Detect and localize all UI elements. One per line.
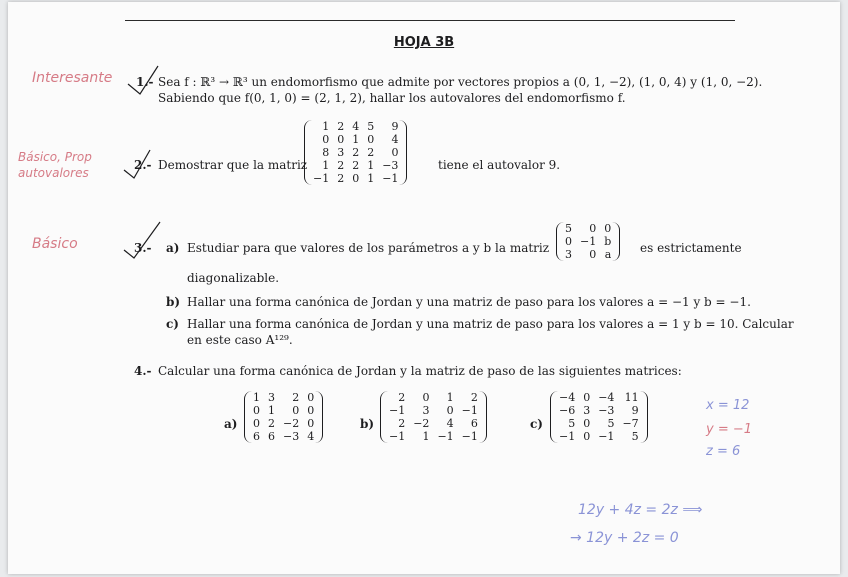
p3-matrix-cell: 0 [604, 222, 612, 235]
p4-matrix-c-cell: 5 [607, 417, 615, 430]
margin-note-2a: Básico, Prop [18, 150, 92, 164]
p4-c-label: c) [530, 417, 543, 431]
p4-a-label: a) [224, 417, 238, 431]
tick-mark-1 [128, 66, 158, 94]
p4-matrix-b-cell: 1 [446, 391, 454, 404]
p4-matrix-a-cell: 2 [292, 391, 300, 404]
p4-matrix-b-cell: −1 [437, 430, 454, 443]
p4-matrix-a-cell: 0 [307, 417, 315, 430]
hw-x: x = 12 [706, 398, 750, 413]
p4-matrix-a-cell: 1 [253, 391, 260, 404]
p2-pre: Demostrar que la matriz [158, 158, 308, 172]
p4-matrix-c-cell: 9 [631, 404, 639, 417]
p3-c-cont: en este caso A¹²⁹. [187, 333, 293, 347]
p4-matrix-b-cell: −1 [389, 404, 406, 417]
p2-matrix-cell: 0 [337, 133, 345, 146]
p4-matrix-c-cell: 0 [583, 417, 591, 430]
p4-matrix-a-cell: 0 [292, 404, 300, 417]
p2-matrix-cell: 4 [352, 120, 360, 133]
p2-matrix-cell: 1 [352, 133, 360, 146]
p4-matrix-c-cell: −6 [559, 404, 576, 417]
p3-matrix-cell: 0 [565, 235, 572, 248]
p2-matrix-cell: 9 [391, 120, 399, 133]
p3-matrix-cell: 5 [565, 222, 572, 235]
p4-matrix-a-cell: 0 [253, 417, 260, 430]
p4-matrix-c-cell: −4 [559, 391, 576, 404]
p4-matrix-c-cell: 0 [583, 430, 591, 443]
p4-matrix-c-cell: 3 [583, 404, 591, 417]
p4-matrix-b-cell: 1 [422, 430, 430, 443]
p2-matrix-cell: 2 [337, 172, 345, 185]
p3-matrix-cell: 0 [589, 222, 597, 235]
p4-matrix-c-cell: −3 [598, 404, 615, 417]
hw-eq2: → 12y + 2z = 0 [570, 530, 679, 546]
p2-matrix-cell: 2 [337, 120, 345, 133]
p2-matrix-cell: 1 [367, 172, 375, 185]
p2-matrix-cell: 2 [367, 146, 375, 159]
p1-line1: Sea f : ℝ³ → ℝ³ un endomorfismo que admite por vectores propios a (0, 1, −2), (1, 0, 4) y (1, 0, −2). [158, 75, 763, 89]
p4-matrix-b-cell: 0 [422, 391, 430, 404]
p2-matrix-cell: 2 [352, 146, 360, 159]
p4-matrix-c-cell: −1 [598, 430, 615, 443]
p2-number: 2.- [134, 158, 152, 172]
p4-matrix-b-cell: −1 [389, 430, 406, 443]
tick-mark-2 [124, 150, 150, 178]
p2-matrix-cell: −3 [382, 159, 399, 172]
p4-matrix-a-cell: 6 [268, 430, 275, 443]
p4-matrix-b-cell: 6 [470, 417, 478, 430]
p2-matrix-cell: 8 [322, 146, 330, 159]
p2-matrix-cell: −1 [313, 172, 330, 185]
p3-a-label: a) [166, 241, 180, 255]
tick-mark-3 [124, 222, 160, 258]
p1-line2: Sabiendo que f(0, 1, 0) = (2, 1, 2), hallar los autovalores del endomorfismo f. [158, 91, 626, 105]
p3-matrix-cell: b [604, 235, 612, 248]
p2-matrix-cell: 0 [367, 133, 375, 146]
p4-text: Calcular una forma canónica de Jordan y la matriz de paso de las siguientes matrices: [158, 364, 682, 378]
p2-matrix-cell: 0 [322, 133, 330, 146]
p4-matrix-a-cell: 0 [307, 404, 315, 417]
p1-number: 1.- [136, 75, 154, 89]
p4-matrix-b-cell: −1 [461, 404, 478, 417]
p2-matrix-cell: 0 [391, 146, 399, 159]
p2-matrix-cell: 1 [322, 159, 330, 172]
p3-c-label: c) [166, 317, 179, 331]
p4-matrix-b-cell: 0 [446, 404, 454, 417]
p2-matrix-cell: 1 [322, 120, 330, 133]
p4-matrix-a-cell: 0 [307, 391, 315, 404]
p4-matrix-c-cell: −4 [598, 391, 615, 404]
p3-c-text: Hallar una forma canónica de Jordan y una matriz de paso para los valores a = 1 y b = 10. Calcular [187, 317, 794, 331]
p2-matrix-cell: 3 [337, 146, 345, 159]
p3-number: 3.- [134, 241, 152, 255]
hw-eq1: 12y + 4z = 2z ⟹ [578, 502, 703, 518]
p4-matrix-c-cell: −1 [559, 430, 576, 443]
p4-number: 4.- [134, 364, 152, 378]
p3-matrix-cell: a [604, 248, 612, 261]
p2-matrix-cell: 5 [367, 120, 375, 133]
p4-matrix-a-cell: 1 [268, 404, 275, 417]
p3-a-cont: diagonalizable. [187, 271, 280, 285]
p4-matrix-a-cell: 6 [253, 430, 260, 443]
p2-matrix-cell: 1 [367, 159, 375, 172]
p4-matrix-b-cell: 4 [446, 417, 454, 430]
hw-z: z = 6 [706, 444, 741, 459]
margin-note-2b: autovalores [18, 166, 89, 180]
p4-matrix-a-cell: 2 [268, 417, 275, 430]
p4-matrix-b-cell: −1 [461, 430, 478, 443]
p2-matrix-cell: 2 [337, 159, 345, 172]
p3-matrix-cell: 0 [589, 248, 597, 261]
p2-matrix-cell: 2 [352, 159, 360, 172]
p4-matrix-a-cell: −3 [283, 430, 300, 443]
p2-matrix-cell: 4 [391, 133, 399, 146]
p2-post: tiene el autovalor 9. [438, 158, 561, 172]
p4-matrix-c-cell: 5 [568, 417, 576, 430]
margin-note-1: Interesante [32, 70, 113, 86]
p4-matrix-c-cell: 5 [631, 430, 639, 443]
p2-matrix-cell: 0 [352, 172, 360, 185]
p3-matrix-cell: 3 [565, 248, 572, 261]
page-title: HOJA 3B [393, 35, 455, 50]
p4-matrix-c-cell: 11 [624, 391, 639, 404]
p4-matrix-a-cell: −2 [283, 417, 300, 430]
p4-matrix-b-cell: 2 [470, 391, 478, 404]
hw-y: y = −1 [706, 422, 753, 437]
margin-note-3: Básico [32, 236, 78, 252]
p3-b-label: b) [166, 295, 181, 309]
p4-b-label: b) [360, 417, 375, 431]
p4-matrix-b-cell: 2 [398, 417, 406, 430]
p4-matrix-b-cell: 2 [398, 391, 406, 404]
p4-matrix-a-cell: 0 [253, 404, 260, 417]
p4-matrix-a-cell: 3 [268, 391, 275, 404]
p2-matrix-cell: −1 [382, 172, 399, 185]
p4-matrix-c-cell: −7 [622, 417, 639, 430]
p3-a-text: Estudiar para que valores de los parámetros a y b la matriz [187, 241, 550, 255]
p4-matrix-b-cell: −2 [413, 417, 430, 430]
p3-a-post: es estrictamente [640, 241, 742, 255]
p3-b-text: Hallar una forma canónica de Jordan y una matriz de paso para los valores a = −1 y b = −1. [187, 295, 751, 309]
p4-matrix-b-cell: 3 [422, 404, 430, 417]
p3-matrix-cell: −1 [580, 235, 597, 248]
p4-matrix-c-cell: 0 [583, 391, 591, 404]
p4-matrix-a-cell: 4 [307, 430, 315, 443]
